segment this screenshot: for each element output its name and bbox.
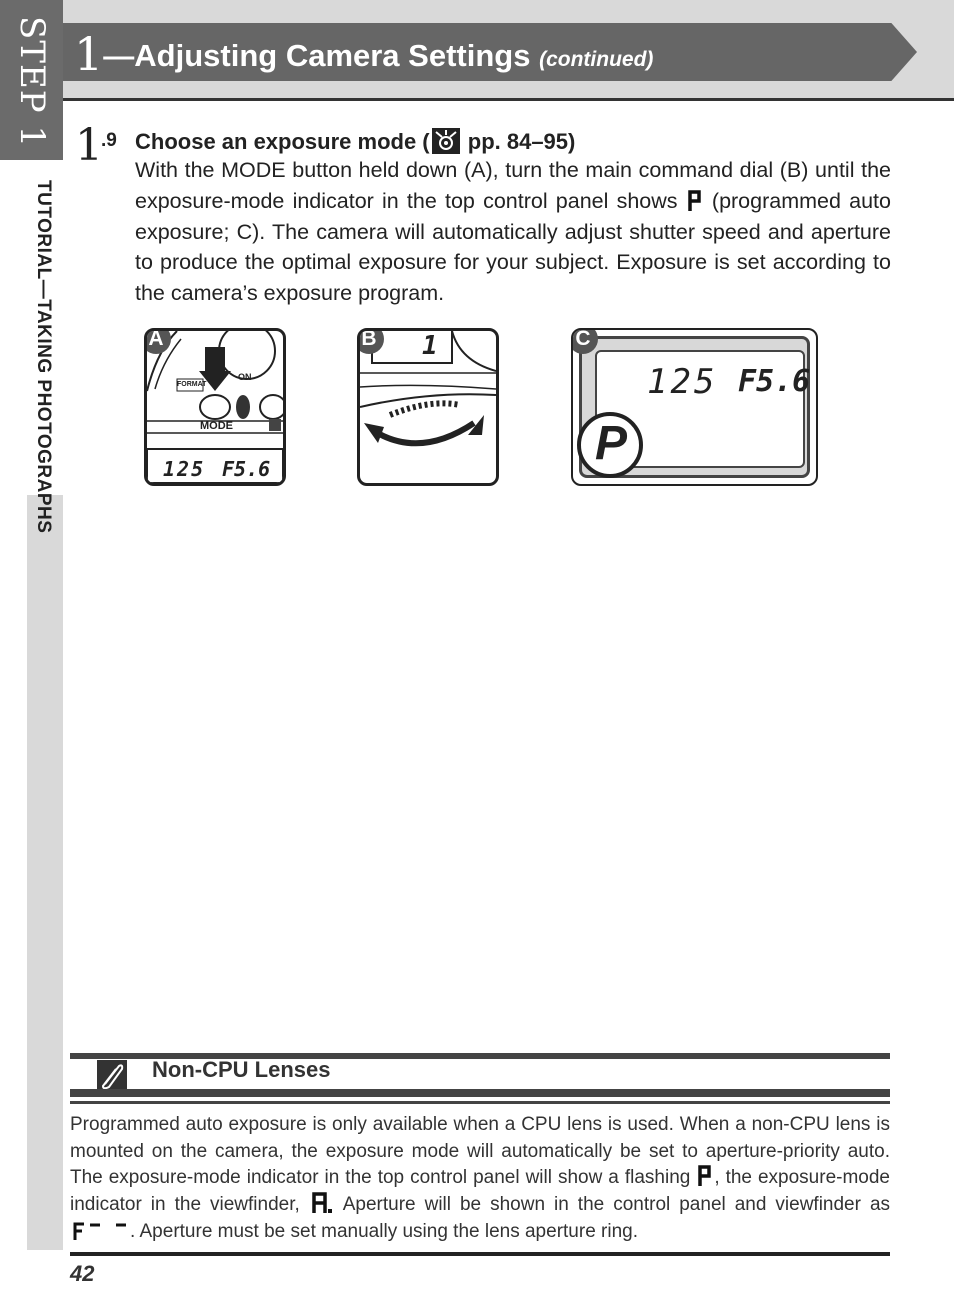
step-body-text-2: (programmed auto exposure; C). The camera will automatically adjust shutter speed and aperture to produce the optimal exposure for your subject. Exposure is set according to the camera’s exposure program. [135, 188, 891, 306]
step-tab-label: STEP 1 [12, 16, 52, 149]
format-label: FORMAT [177, 381, 207, 388]
figure-b-command-dial [357, 328, 499, 486]
step-heading-text: Choose an exposure mode ( [135, 129, 430, 154]
figure-a-shutter: 125 [163, 457, 206, 481]
mode-label: MODE [200, 420, 233, 432]
step-number: 1 [75, 120, 103, 171]
viewfinder-a-icon [311, 1192, 333, 1214]
step-tab [0, 0, 63, 160]
on-label: ON [238, 372, 252, 382]
note-title: Non-CPU Lenses [152, 1057, 331, 1082]
figure-b-lcd-value: 1 [422, 331, 438, 361]
bottom-rule [70, 1252, 890, 1256]
page-number: 42 [70, 1261, 95, 1286]
note-body-text-2: , the exposure-mode indicator in the viewfinder, [70, 1167, 890, 1216]
figure-c-shutter: 125 [647, 362, 718, 402]
figure-c-aperture: F5.6 [738, 364, 811, 399]
step-subnumber: .9 [101, 130, 117, 151]
step-heading-pages: pp. 84–95) [467, 129, 576, 154]
step-heading [135, 128, 575, 155]
figure-c-mode: P [595, 417, 628, 470]
aperture-dash-icon [72, 1219, 128, 1241]
page-title-number: 1 [74, 27, 104, 81]
note-rule-thick [70, 1089, 890, 1097]
figure-c-control-panel [571, 328, 818, 486]
section-label: TUTORIAL—TAKING PHOTOGRAPHS [33, 180, 54, 534]
page-title-continued: (continued) [539, 48, 654, 71]
programmed-mode-icon [688, 190, 702, 212]
header-rule [63, 98, 954, 101]
figure-a-mode-button [144, 328, 286, 486]
figure-b-badge: B [357, 328, 384, 354]
note-pencil-icon [97, 1060, 127, 1091]
page-reference-icon [432, 128, 460, 154]
note-body-text-1: Programmed auto exposure is only available when a CPU lens is used. When a non-CPU lens is mounted on the camera, the exposure mode will automatically be set to aperture-priority auto. The exposure-mode indicator in the top control panel will show a flashing [70, 1114, 890, 1189]
figure-a-badge: A [144, 328, 171, 354]
note-body-text-4: . Aperture must be set manually using the lens aperture ring. [130, 1220, 638, 1242]
figure-a-aperture: F5.6 [222, 457, 271, 481]
note-body-text-3: Aperture will be shown in the control panel and viewfinder as [342, 1194, 891, 1216]
note-rule-thin [70, 1101, 890, 1104]
note-body [70, 1112, 890, 1246]
page-title [74, 27, 653, 81]
step-body [135, 155, 891, 309]
figure-c-badge: C [571, 328, 598, 354]
flashing-p-icon [698, 1165, 712, 1187]
page-title-text: —Adjusting Camera Settings [103, 38, 531, 73]
step-body-text-1: With the MODE button held down (A), turn the main command dial (B) until the exposure-mode indicator in the top control panel shows [135, 158, 891, 213]
